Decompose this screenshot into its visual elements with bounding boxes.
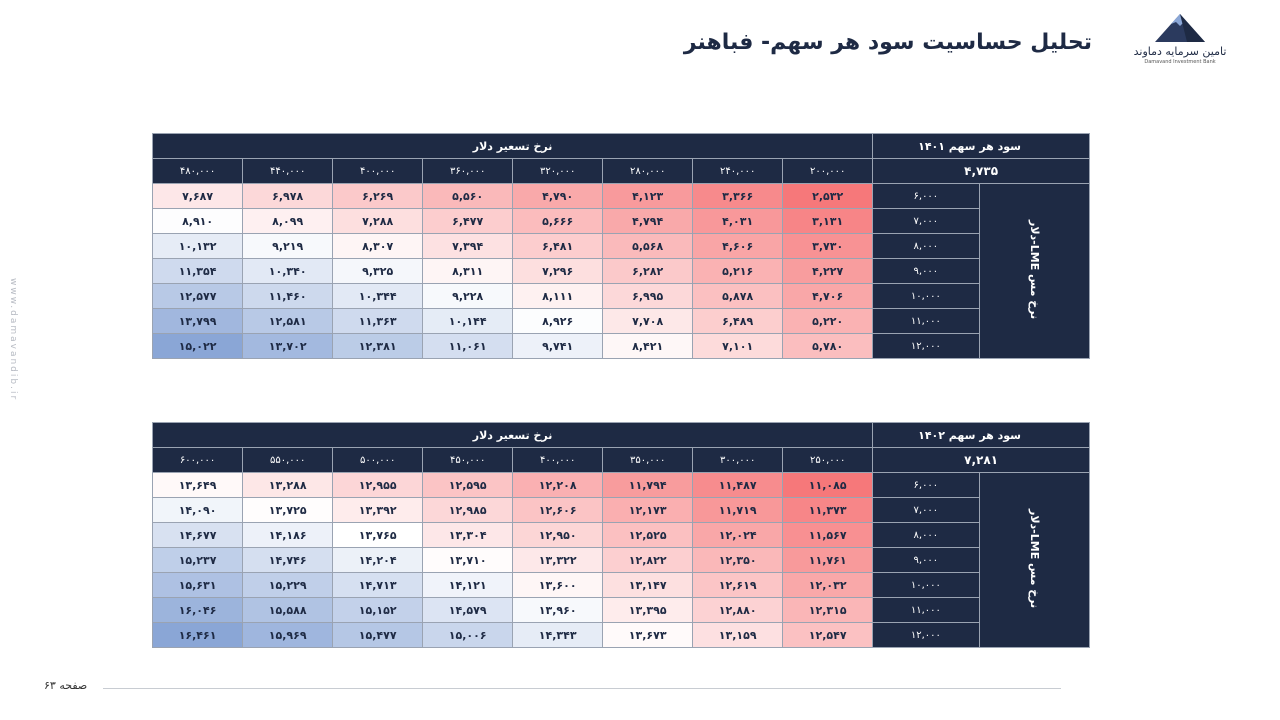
table-cell: ۵,۵۶۸ xyxy=(603,234,693,259)
logo-name: تامین سرمایه دماوند xyxy=(1133,45,1227,58)
table-cell: ۱۱,۵۶۷ xyxy=(783,523,873,548)
col-header: ۶۰۰,۰۰۰ xyxy=(153,448,243,473)
table-cell: ۱۳,۳۰۴ xyxy=(423,523,513,548)
table-cell: ۵,۵۶۰ xyxy=(423,184,513,209)
col-header: ۳۲۰,۰۰۰ xyxy=(513,159,603,184)
table-cell: ۱۱,۷۹۴ xyxy=(603,473,693,498)
table-cell: ۱۵,۹۶۹ xyxy=(243,623,333,648)
table-cell: ۸,۱۱۱ xyxy=(513,284,603,309)
row-axis-label xyxy=(979,473,1089,648)
table-cell: ۱۲,۲۰۸ xyxy=(513,473,603,498)
table-cell: ۱۳,۶۷۳ xyxy=(603,623,693,648)
row-header: ۱۱,۰۰۰ xyxy=(873,598,979,623)
col-header: ۲۰۰,۰۰۰ xyxy=(783,159,873,184)
col-header: ۲۵۰,۰۰۰ xyxy=(783,448,873,473)
table-cell: ۸,۹۱۰ xyxy=(153,209,243,234)
table-cell: ۴,۷۹۰ xyxy=(513,184,603,209)
table-cell: ۱۲,۵۲۵ xyxy=(603,523,693,548)
website-url: www.damavandib.ir xyxy=(8,278,18,402)
page-title: تحلیل حساسیت سود هر سهم- فباهنر xyxy=(683,30,1092,55)
table-cell: ۱۳,۷۹۹ xyxy=(153,309,243,334)
table-cell: ۱۵,۴۷۷ xyxy=(333,623,423,648)
table-cell: ۱۴,۱۸۶ xyxy=(243,523,333,548)
row-header: ۶,۰۰۰ xyxy=(873,184,979,209)
table-cell: ۱۳,۳۲۲ xyxy=(513,548,603,573)
row-axis-label xyxy=(979,184,1089,359)
table-cell: ۱۲,۵۹۵ xyxy=(423,473,513,498)
table-cell: ۵,۶۶۶ xyxy=(513,209,603,234)
table-cell: ۱۲,۳۵۰ xyxy=(693,548,783,573)
base-eps-value: ۴,۷۳۵ xyxy=(873,159,1090,184)
col-axis-label: نرخ تسعیر دلار xyxy=(153,423,873,448)
table-cell: ۱۲,۵۷۷ xyxy=(153,284,243,309)
table-cell: ۱۳,۷۱۰ xyxy=(423,548,513,573)
table-cell: ۱۲,۹۵۰ xyxy=(513,523,603,548)
table-cell: ۱۲,۹۵۵ xyxy=(333,473,423,498)
base-eps-value: ۷,۲۸۱ xyxy=(873,448,1090,473)
table-cell: ۱۱,۰۶۱ xyxy=(423,334,513,359)
table-cell: ۷,۳۹۴ xyxy=(423,234,513,259)
table-cell: ۶,۴۷۷ xyxy=(423,209,513,234)
col-header: ۲۴۰,۰۰۰ xyxy=(693,159,783,184)
table-cell: ۱۴,۲۰۴ xyxy=(333,548,423,573)
sensitivity-table-1401 xyxy=(152,133,1090,359)
table-cell: ۴,۷۰۶ xyxy=(783,284,873,309)
table-cell: ۸,۴۲۱ xyxy=(603,334,693,359)
table-cell: ۴,۶۰۶ xyxy=(693,234,783,259)
table-cell: ۱۱,۴۸۷ xyxy=(693,473,783,498)
table-cell: ۳,۳۶۶ xyxy=(693,184,783,209)
table-cell: ۱۱,۷۶۱ xyxy=(783,548,873,573)
table-cell: ۱۴,۷۴۶ xyxy=(243,548,333,573)
table-cell: ۴,۰۳۱ xyxy=(693,209,783,234)
row-header: ۷,۰۰۰ xyxy=(873,498,979,523)
table-cell: ۴,۲۲۷ xyxy=(783,259,873,284)
table-cell: ۱۲,۸۸۰ xyxy=(693,598,783,623)
table-cell: ۱۲,۳۸۱ xyxy=(333,334,423,359)
table-cell: ۲,۵۳۲ xyxy=(783,184,873,209)
table-cell: ۱۳,۲۸۸ xyxy=(243,473,333,498)
table-cell: ۱۵,۲۲۹ xyxy=(243,573,333,598)
row-header: ۷,۰۰۰ xyxy=(873,209,979,234)
table-cell: ۶,۹۷۸ xyxy=(243,184,333,209)
row-header: ۱۰,۰۰۰ xyxy=(873,573,979,598)
row-header: ۹,۰۰۰ xyxy=(873,259,979,284)
table-cell: ۶,۴۸۱ xyxy=(513,234,603,259)
col-header: ۵۵۰,۰۰۰ xyxy=(243,448,333,473)
table-cell: ۸,۹۲۶ xyxy=(513,309,603,334)
logo-subtitle: Damavand Investment Bank xyxy=(1144,59,1216,65)
table-cell: ۹,۳۲۵ xyxy=(333,259,423,284)
table-cell: ۱۲,۶۱۹ xyxy=(693,573,783,598)
table-cell: ۱۳,۷۶۵ xyxy=(333,523,423,548)
table-cell: ۱۴,۵۷۹ xyxy=(423,598,513,623)
col-header: ۴۴۰,۰۰۰ xyxy=(243,159,333,184)
table-cell: ۱۲,۳۱۵ xyxy=(783,598,873,623)
table-cell: ۴,۱۲۳ xyxy=(603,184,693,209)
table-cell: ۳,۱۳۱ xyxy=(783,209,873,234)
table-cell: ۴,۷۹۴ xyxy=(603,209,693,234)
table-cell: ۱۳,۱۴۷ xyxy=(603,573,693,598)
sensitivity-table-1402 xyxy=(152,422,1090,648)
eps-year-label: سود هر سهم ۱۴۰۱ xyxy=(873,134,1090,159)
table-cell: ۵,۸۷۸ xyxy=(693,284,783,309)
col-header: ۴۰۰,۰۰۰ xyxy=(513,448,603,473)
table-cell: ۶,۲۶۹ xyxy=(333,184,423,209)
col-header: ۳۶۰,۰۰۰ xyxy=(423,159,513,184)
col-header: ۴۰۰,۰۰۰ xyxy=(333,159,423,184)
table-cell: ۹,۷۴۱ xyxy=(513,334,603,359)
table-cell: ۱۰,۳۴۰ xyxy=(243,259,333,284)
col-header: ۴۵۰,۰۰۰ xyxy=(423,448,513,473)
row-header: ۱۰,۰۰۰ xyxy=(873,284,979,309)
table-cell: ۱۰,۳۴۴ xyxy=(333,284,423,309)
table-cell: ۸,۳۰۷ xyxy=(333,234,423,259)
eps-year-label: سود هر سهم ۱۴۰۲ xyxy=(873,423,1090,448)
table-cell: ۵,۲۱۶ xyxy=(693,259,783,284)
table-cell: ۱۲,۵۸۱ xyxy=(243,309,333,334)
table-cell: ۱۱,۷۱۹ xyxy=(693,498,783,523)
table-cell: ۱۵,۱۵۲ xyxy=(333,598,423,623)
row-header: ۱۲,۰۰۰ xyxy=(873,623,979,648)
table-cell: ۵,۲۲۰ xyxy=(783,309,873,334)
col-axis-label: نرخ تسعیر دلار xyxy=(153,134,873,159)
table-cell: ۱۳,۳۹۵ xyxy=(603,598,693,623)
table-cell: ۱۳,۶۰۰ xyxy=(513,573,603,598)
table-cell: ۱۱,۳۵۴ xyxy=(153,259,243,284)
col-header: ۵۰۰,۰۰۰ xyxy=(333,448,423,473)
mountain-logo-icon xyxy=(1153,12,1207,44)
table-cell: ۱۱,۰۸۵ xyxy=(783,473,873,498)
row-header: ۹,۰۰۰ xyxy=(873,548,979,573)
table-cell: ۶,۹۹۵ xyxy=(603,284,693,309)
row-header: ۱۲,۰۰۰ xyxy=(873,334,979,359)
table-cell: ۱۲,۶۰۶ xyxy=(513,498,603,523)
table-cell: ۹,۲۱۹ xyxy=(243,234,333,259)
row-header: ۸,۰۰۰ xyxy=(873,523,979,548)
col-header: ۲۸۰,۰۰۰ xyxy=(603,159,693,184)
col-header: ۳۵۰,۰۰۰ xyxy=(603,448,693,473)
table-cell: ۱۰,۱۳۲ xyxy=(153,234,243,259)
table-cell: ۱۴,۶۷۷ xyxy=(153,523,243,548)
table-cell: ۱۱,۳۷۳ xyxy=(783,498,873,523)
table-cell: ۱۲,۹۸۵ xyxy=(423,498,513,523)
table-cell: ۱۲,۰۳۲ xyxy=(783,573,873,598)
row-header: ۸,۰۰۰ xyxy=(873,234,979,259)
table-cell: ۱۴,۷۱۳ xyxy=(333,573,423,598)
table-cell: ۱۳,۳۹۲ xyxy=(333,498,423,523)
col-header: ۴۸۰,۰۰۰ xyxy=(153,159,243,184)
table-cell: ۱۴,۱۲۱ xyxy=(423,573,513,598)
table-cell: ۱۱,۳۶۳ xyxy=(333,309,423,334)
table-cell: ۹,۲۲۸ xyxy=(423,284,513,309)
page-number: صفحه ۶۳ xyxy=(44,679,88,692)
table-cell: ۱۶,۴۶۱ xyxy=(153,623,243,648)
table-cell: ۱۵,۲۳۷ xyxy=(153,548,243,573)
company-logo xyxy=(1130,12,1230,72)
table-cell: ۷,۱۰۱ xyxy=(693,334,783,359)
table-cell: ۱۵,۶۳۱ xyxy=(153,573,243,598)
table-cell: ۱۲,۸۲۲ xyxy=(603,548,693,573)
table-cell: ۱۵,۵۸۸ xyxy=(243,598,333,623)
table-cell: ۱۳,۹۶۰ xyxy=(513,598,603,623)
table-cell: ۱۴,۰۹۰ xyxy=(153,498,243,523)
table-cell: ۱۱,۴۶۰ xyxy=(243,284,333,309)
table-cell: ۶,۴۸۹ xyxy=(693,309,783,334)
table-cell: ۱۴,۳۴۳ xyxy=(513,623,603,648)
footer-divider xyxy=(103,688,1061,689)
table-cell: ۷,۷۰۸ xyxy=(603,309,693,334)
table-cell: ۷,۶۸۷ xyxy=(153,184,243,209)
col-header: ۳۰۰,۰۰۰ xyxy=(693,448,783,473)
table-cell: ۶,۲۸۲ xyxy=(603,259,693,284)
table-cell: ۱۲,۵۴۷ xyxy=(783,623,873,648)
table-cell: ۷,۲۸۸ xyxy=(333,209,423,234)
table-cell: ۱۵,۰۰۶ xyxy=(423,623,513,648)
row-axis-label-text: نرخ مس LME-دلار xyxy=(1027,508,1041,609)
table-cell: ۷,۲۹۶ xyxy=(513,259,603,284)
table-cell: ۱۵,۰۲۲ xyxy=(153,334,243,359)
table-cell: ۱۶,۰۴۶ xyxy=(153,598,243,623)
row-axis-label-text: نرخ مس LME-دلار xyxy=(1027,219,1041,320)
table-cell: ۸,۰۹۹ xyxy=(243,209,333,234)
table-cell: ۵,۷۸۰ xyxy=(783,334,873,359)
table-cell: ۱۲,۰۲۴ xyxy=(693,523,783,548)
row-header: ۶,۰۰۰ xyxy=(873,473,979,498)
table-cell: ۱۳,۱۵۹ xyxy=(693,623,783,648)
table-cell: ۳,۷۳۰ xyxy=(783,234,873,259)
table-cell: ۱۳,۷۰۲ xyxy=(243,334,333,359)
row-header: ۱۱,۰۰۰ xyxy=(873,309,979,334)
table-cell: ۱۲,۱۷۳ xyxy=(603,498,693,523)
table-cell: ۱۰,۱۴۴ xyxy=(423,309,513,334)
table-cell: ۱۳,۶۴۹ xyxy=(153,473,243,498)
table-cell: ۸,۳۱۱ xyxy=(423,259,513,284)
table-cell: ۱۳,۷۲۵ xyxy=(243,498,333,523)
